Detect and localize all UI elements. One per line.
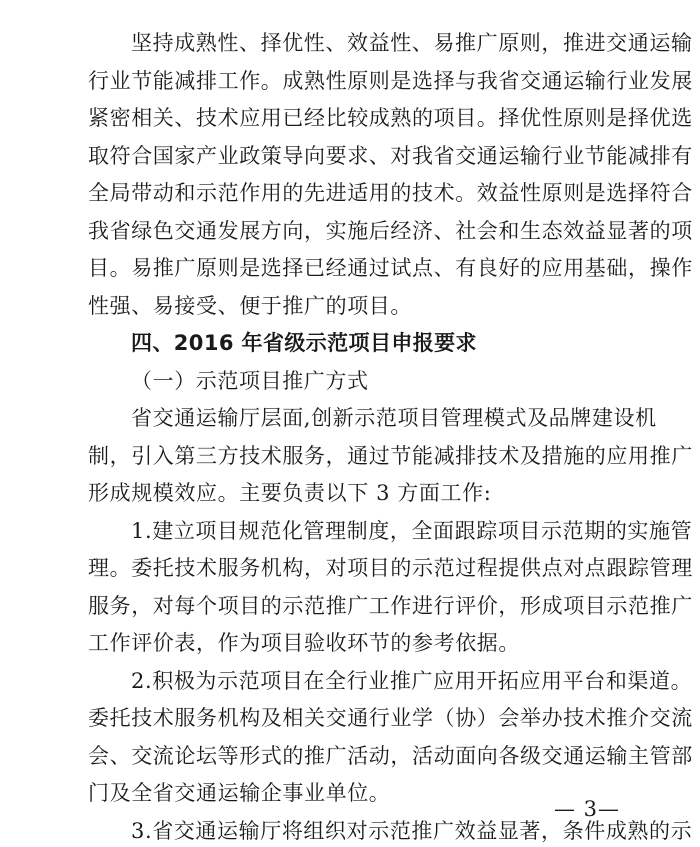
page-number: — 3— xyxy=(553,797,620,821)
list-item-line: 2.积极为示范项目在全行业推广应用开拓应用平台和渠道。 xyxy=(131,669,693,693)
paragraph-line: 紧密相关、技术应用已经比较成熟的项目。择优性原则是择优选 xyxy=(88,106,693,130)
list-item-line: 委托技术服务机构及相关交通行业学（协）会举办技术推介交流 xyxy=(88,706,693,730)
paragraph-line: 形成规模效应。主要负责以下 3 方面工作: xyxy=(88,481,492,505)
list-item-line: 服务，对每个项目的示范推广工作进行评价，形成项目示范推广 xyxy=(88,594,693,618)
paragraph-line: 取符合国家产业政策导向要求、对我省交通运输行业节能减排有 xyxy=(88,144,693,168)
paragraph-line: 目。易推广原则是选择已经通过试点、有良好的应用基础，操作 xyxy=(88,256,693,280)
subsection-heading: （一）示范项目推广方式 xyxy=(131,369,369,393)
list-item-line: 会、交流论坛等形式的推广活动，活动面向各级交通运输主管部 xyxy=(88,744,693,768)
list-item-line: 工作评价表，作为项目验收环节的参考依据。 xyxy=(88,631,520,655)
list-item-line: 门及全省交通运输企事业单位。 xyxy=(88,781,391,805)
list-item-line: 3.省交通运输厅将组织对示范推广效益显著，条件成熟的示 xyxy=(131,819,693,843)
section-heading: 四、2016 年省级示范项目申报要求 xyxy=(131,331,477,355)
paragraph-line: 我省绿色交通发展方向，实施后经济、社会和生态效益显著的项 xyxy=(88,219,693,243)
paragraph-line: 全局带动和示范作用的先进适用的技术。效益性原则是选择符合 xyxy=(88,181,693,205)
list-item-line: 理。委托技术服务机构，对项目的示范过程提供点对点跟踪管理 xyxy=(88,556,693,580)
paragraph-line: 行业节能减排工作。成熟性原则是选择与我省交通运输行业发展 xyxy=(88,69,693,93)
paragraph-line: 性强、易接受、便于推广的项目。 xyxy=(88,294,412,318)
paragraph-line: 坚持成熟性、择优性、效益性、易推广原则，推进交通运输 xyxy=(131,31,693,55)
list-item-line: 1.建立项目规范化管理制度，全面跟踪项目示范期的实施管 xyxy=(131,519,693,543)
paragraph-line: 省交通运输厅层面,创新示范项目管理模式及品牌建设机 xyxy=(131,406,657,430)
paragraph-line: 制，引入第三方技术服务，通过节能减排技术及措施的应用推广 xyxy=(88,444,693,468)
